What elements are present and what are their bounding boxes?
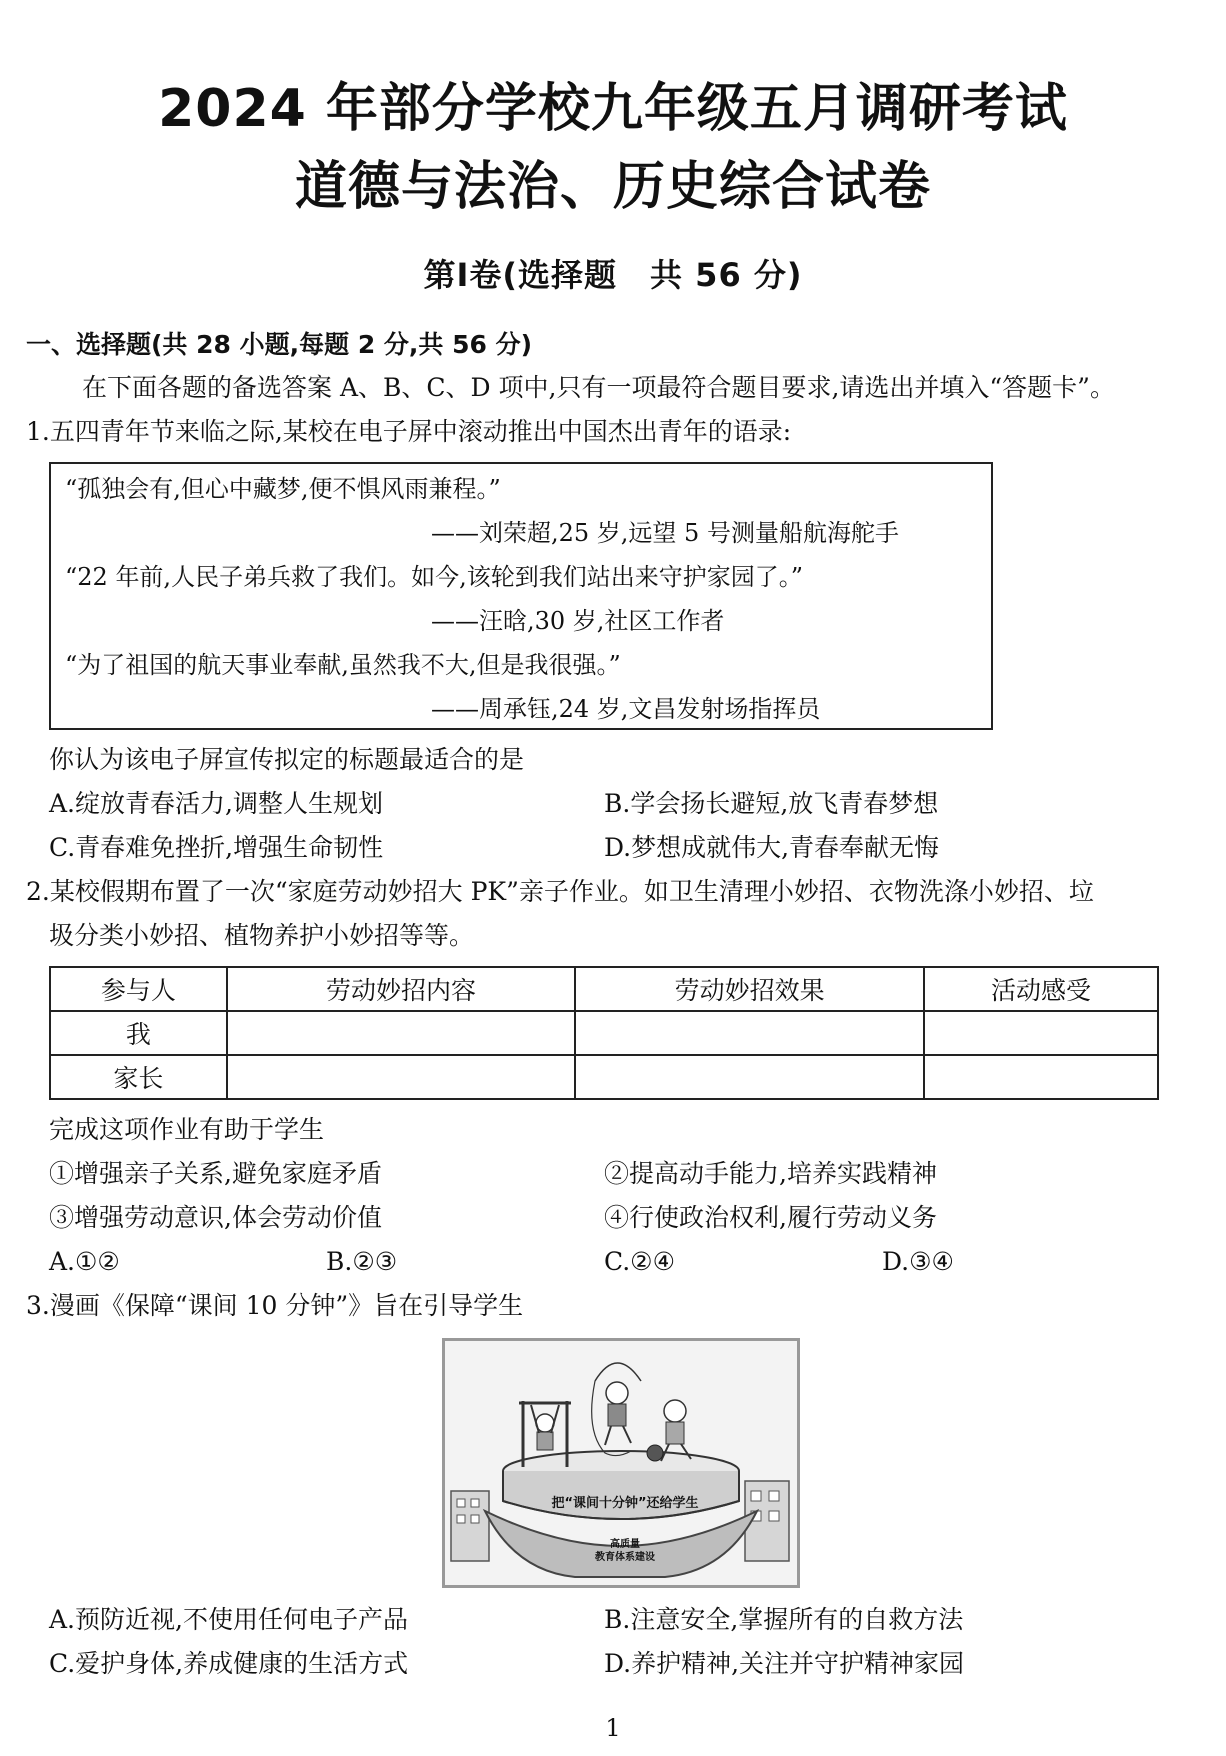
q3-option-d: D.养护精神,关注并守护精神家园	[604, 1649, 965, 1678]
q3-option-b: B.注意安全,掌握所有的自救方法	[604, 1605, 964, 1634]
q3-option-c: C.爱护身体,养成健康的生活方式	[49, 1649, 409, 1678]
q2-option-a: A.①②	[49, 1247, 120, 1276]
q1-stem: 1.五四青年节来临之际,某校在电子屏中滚动推出中国杰出青年的语录:	[26, 417, 792, 446]
q1-quote-3-source: ——周承钰,24 岁,文昌发射场指挥员	[431, 695, 821, 723]
q2-option-c: C.②④	[604, 1247, 676, 1276]
q1-option-b: B.学会扬长避短,放飞青春梦想	[604, 789, 939, 818]
q2-question: 完成这项作业有助于学生	[49, 1115, 325, 1144]
q1-option-a: A.绽放青春活力,调整人生规划	[49, 789, 383, 818]
q2-statement-1: ①增强亲子关系,避免家庭矛盾	[49, 1159, 382, 1188]
page-number: 1	[605, 1714, 621, 1742]
q2-statement-2: ②提高动手能力,培养实践精神	[604, 1159, 937, 1188]
q1-question: 你认为该电子屏宣传拟定的标题最适合的是	[49, 745, 525, 774]
table-cell	[227, 1011, 576, 1055]
q1-option-c: C.青春难免挫折,增强生命韧性	[49, 833, 384, 862]
cartoon-base-line2: 教育体系建设	[595, 1552, 655, 1563]
table-header: 劳动妙招效果	[575, 967, 924, 1011]
q1-quote-2-source: ——汪晗,30 岁,社区工作者	[431, 607, 725, 635]
cartoon-base-line1: 高质量	[610, 1539, 640, 1550]
part-heading: 一、选择题(共 28 小题,每题 2 分,共 56 分)	[26, 330, 533, 359]
table-cell	[575, 1055, 924, 1099]
section-title: 第Ⅰ卷(选择题 共 56 分)	[423, 256, 803, 294]
table-cell: 我	[50, 1011, 227, 1055]
q2-statement-4: ④行使政治权利,履行劳动义务	[604, 1203, 937, 1232]
q3-cartoon	[442, 1338, 800, 1588]
q1-quote-box	[49, 462, 993, 730]
q2-stem-line1: 2.某校假期布置了一次“家庭劳动妙招大 PK”亲子作业。如卫生清理小妙招、衣物洗涤小妙招、垃	[26, 877, 1094, 906]
q1-quote-1-source: ——刘荣超,25 岁,远望 5 号测量船航海舵手	[431, 519, 899, 547]
q2-stem-line2: 圾分类小妙招、植物养护小妙招等等。	[49, 921, 475, 950]
q2-table	[49, 966, 1159, 1100]
table-cell	[575, 1011, 924, 1055]
q2-option-b: B.②③	[326, 1247, 398, 1276]
table-cell	[924, 1055, 1158, 1099]
table-header: 活动感受	[924, 967, 1158, 1011]
cartoon-banner: 把“课间十分钟”还给学生	[551, 1496, 699, 1511]
table-cell	[924, 1011, 1158, 1055]
q1-quote-1: “孤独会有,但心中藏梦,便不惧风雨兼程。”	[65, 475, 501, 503]
table-header-row	[50, 967, 1158, 1011]
instruction-text: 在下面各题的备选答案 A、B、C、D 项中,只有一项最符合题目要求,请选出并填入“答题卡”。	[82, 373, 1115, 402]
exam-subtitle: 道德与法治、历史综合试卷	[294, 157, 931, 217]
q2-statement-3: ③增强劳动意识,体会劳动价值	[49, 1203, 382, 1232]
q3-stem: 3.漫画《保障“课间 10 分钟”》旨在引导学生	[26, 1291, 524, 1320]
table-header: 劳动妙招内容	[227, 967, 576, 1011]
table-row	[50, 1055, 1158, 1099]
table-header: 参与人	[50, 967, 227, 1011]
table-row	[50, 1011, 1158, 1055]
table-cell	[227, 1055, 576, 1099]
table-cell: 家长	[50, 1055, 227, 1099]
exam-title: 2024 年部分学校九年级五月调研考试	[158, 79, 1068, 139]
q2-option-d: D.③④	[882, 1247, 954, 1276]
q1-option-d: D.梦想成就伟大,青春奉献无悔	[604, 833, 940, 862]
q1-quote-3: “为了祖国的航天事业奉献,虽然我不大,但是我很强。”	[65, 651, 621, 679]
q3-option-a: A.预防近视,不使用任何电子产品	[49, 1605, 408, 1634]
q1-quote-2: “22 年前,人民子弟兵救了我们。如今,该轮到我们站出来守护家园了。”	[65, 563, 803, 591]
